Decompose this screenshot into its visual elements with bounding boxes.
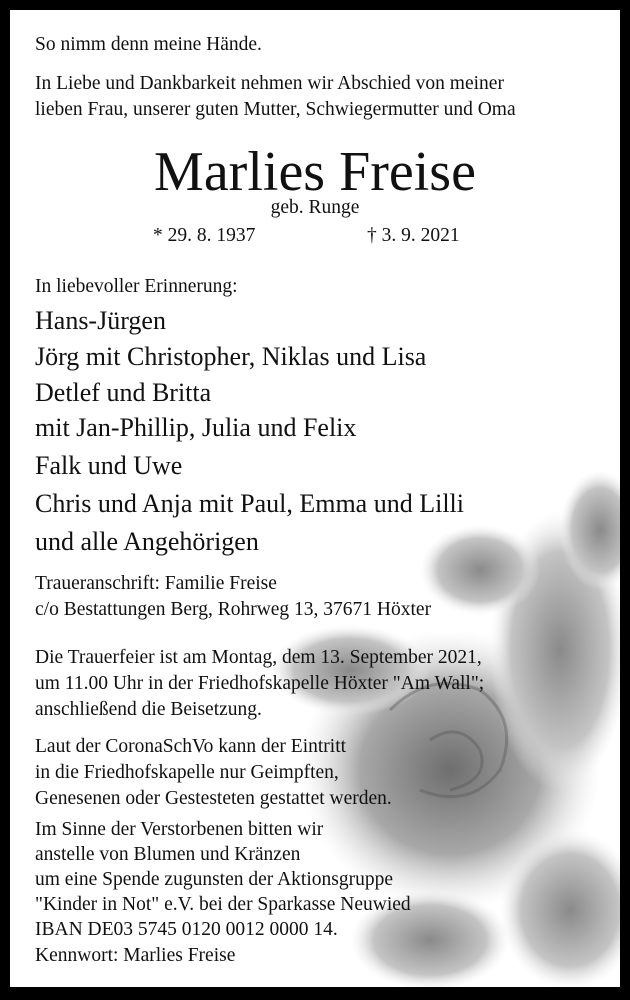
donation-line: anstelle von Blumen und Kränzen <box>35 844 301 865</box>
mourner-line: Jörg mit Christopher, Niklas und Lisa <box>35 342 427 371</box>
corona-line: in die Friedhofskapelle nur Geimpften, <box>35 762 339 783</box>
deceased-name: Marlies Freise <box>154 141 476 203</box>
death-date: † 3. 9. 2021 <box>367 225 460 246</box>
donation-line: um eine Spende zugunsten der Aktionsgruppe <box>35 869 393 890</box>
donation-line: Im Sinne der Verstorbenen bitten wir <box>35 819 324 840</box>
mourner-line: Hans-Jürgen <box>35 306 166 335</box>
mourner-line: Detlef und Britta <box>35 378 212 407</box>
address-line: Traueranschrift: Familie Freise <box>35 573 277 594</box>
maiden-name: geb. Runge <box>270 197 360 218</box>
donation-line: Kennwort: Marlies Freise <box>35 945 236 966</box>
obituary-notice <box>10 10 620 987</box>
mourner-line: Falk und Uwe <box>35 451 183 480</box>
donation-line: "Kinder in Not" e.V. bei der Sparkasse Neuwied <box>35 894 411 915</box>
ceremony-line: um 11.00 Uhr in der Friedhofskapelle Höxter "Am Wall"; <box>35 673 485 694</box>
corona-line: Laut der CoronaSchVo kann der Eintritt <box>35 736 347 757</box>
donation-line: IBAN DE03 5745 0120 0012 0000 14. <box>35 919 338 940</box>
intro-line: In Liebe und Dankbarkeit nehmen wir Abschied von meiner <box>35 73 504 94</box>
ceremony-line: Die Trauerfeier ist am Montag, dem 13. September 2021, <box>35 647 482 668</box>
intro-line: lieben Frau, unserer guten Mutter, Schwiegermutter und Oma <box>35 99 516 120</box>
mourner-line: und alle Angehörigen <box>35 527 259 556</box>
mourner-line: Chris und Anja mit Paul, Emma und Lilli <box>35 489 464 518</box>
opening-quote: So nimm denn meine Hände. <box>35 34 262 55</box>
ceremony-line: anschließend die Beisetzung. <box>35 699 262 720</box>
address-line: c/o Bestattungen Berg, Rohrweg 13, 37671 Höxter <box>35 599 432 620</box>
mourners-heading: In liebevoller Erinnerung: <box>35 276 238 297</box>
corona-line: Genesenen oder Gestesteten gestattet werden. <box>35 788 392 809</box>
birth-date: * 29. 8. 1937 <box>153 225 256 246</box>
mourner-line: mit Jan-Phillip, Julia und Felix <box>35 413 357 442</box>
